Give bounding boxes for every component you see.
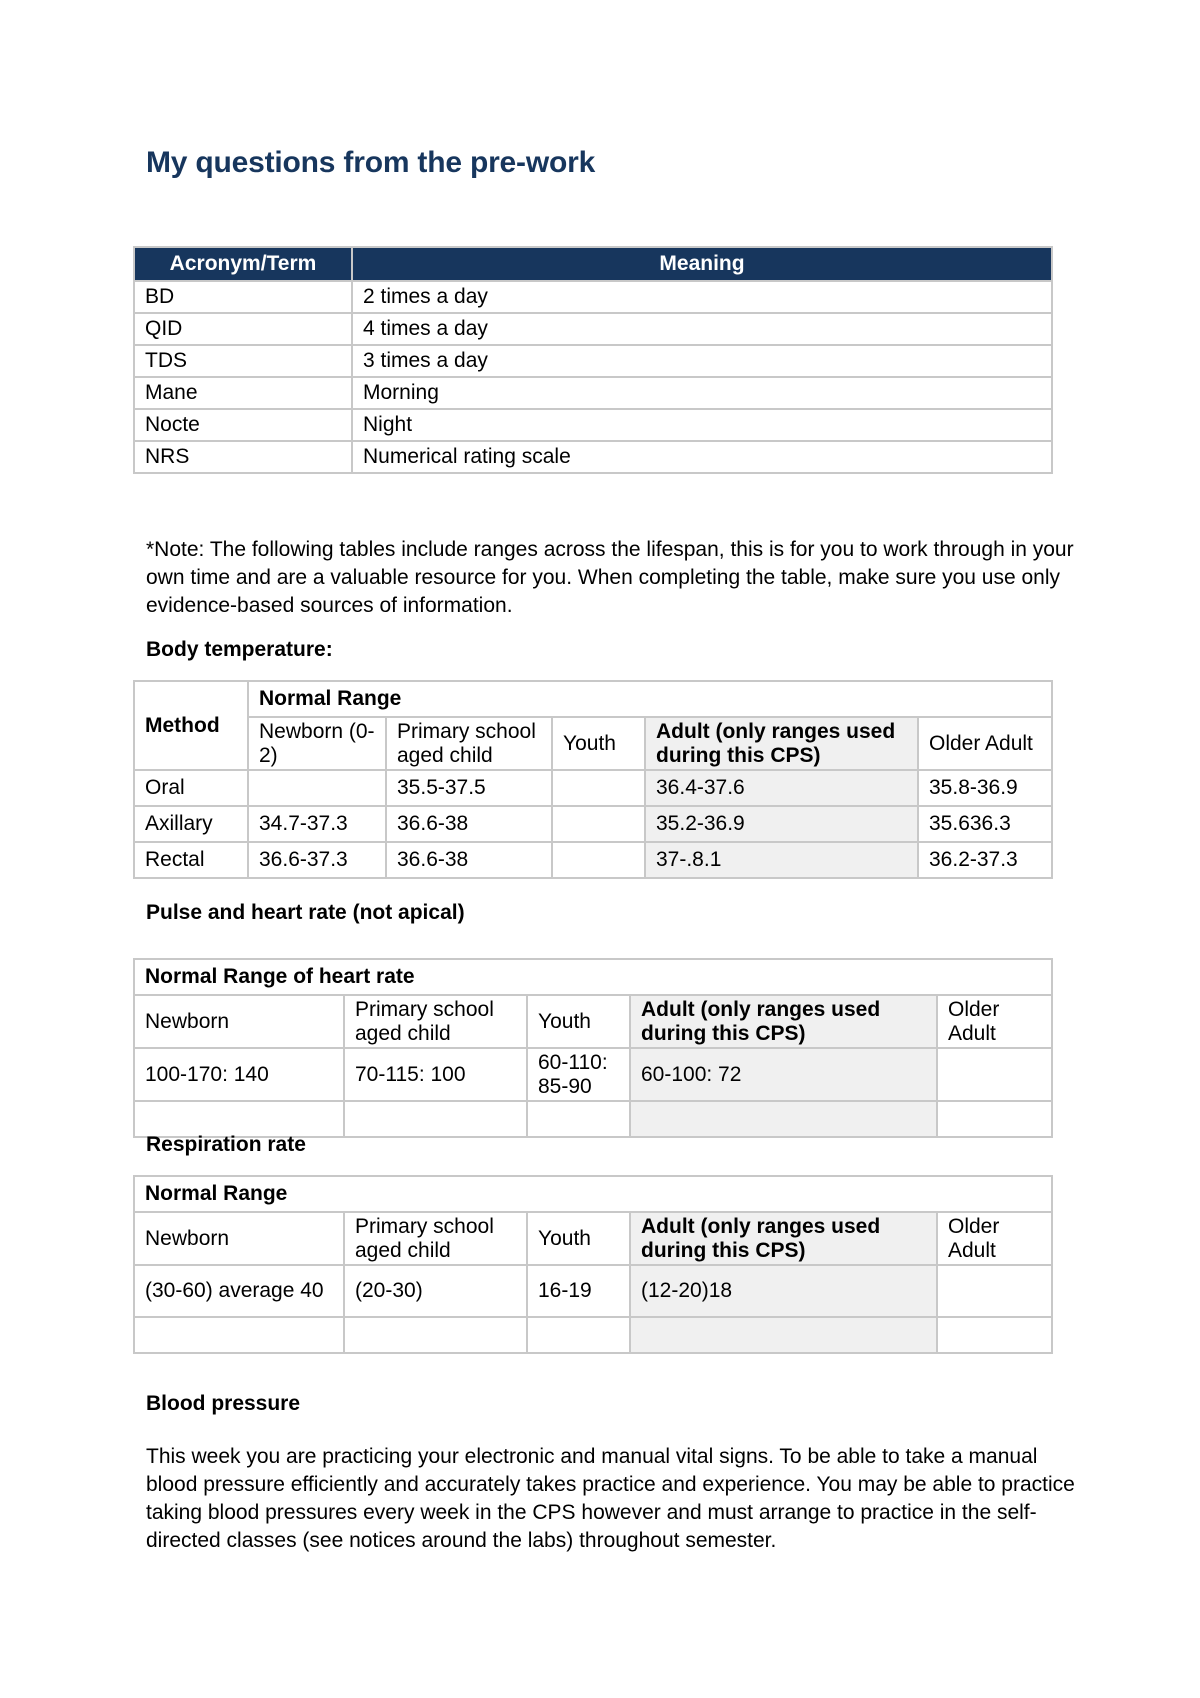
lifespan-note: *Note: The following tables include ranges across the lifespan, this is for you to work through in your own time and are a valuable resource for you. When completing the table, make sure you use only evidence-based sources of information. — [146, 538, 1074, 617]
column-header-youth: Youth — [527, 995, 630, 1048]
empty-cell — [527, 1317, 630, 1353]
normal-range-header: Normal Range of heart rate — [134, 959, 1052, 995]
table-row — [134, 377, 1052, 409]
body-temperature-heading: Body temperature: — [146, 638, 333, 661]
column-header-older-adult: Older Adult — [937, 995, 1052, 1048]
empty-cell — [527, 1101, 630, 1137]
value-cell: 36.6-37.3 — [248, 842, 386, 878]
value-cell: 16-19 — [527, 1265, 630, 1317]
table-header-row — [134, 681, 1052, 717]
column-header-meaning: Meaning — [352, 247, 1052, 281]
body-temperature-table — [133, 680, 1053, 879]
value-cell: 35.636.3 — [918, 806, 1052, 842]
empty-cell — [134, 1317, 344, 1353]
column-header-older-adult: Older Adult — [918, 717, 1052, 770]
empty-cell — [937, 1317, 1052, 1353]
value-cell: 36.2-37.3 — [918, 842, 1052, 878]
empty-cell — [344, 1101, 527, 1137]
acronym-cell: QID — [134, 313, 352, 345]
meaning-cell: Numerical rating scale — [352, 441, 1052, 473]
table-row — [134, 1101, 1052, 1137]
value-cell: 35.8-36.9 — [918, 770, 1052, 806]
table-header-row — [134, 1176, 1052, 1212]
table-row — [134, 806, 1052, 842]
empty-cell — [630, 1317, 937, 1353]
meaning-cell: Morning — [352, 377, 1052, 409]
empty-cell — [344, 1317, 527, 1353]
value-cell: 37-.8.1 — [645, 842, 918, 878]
table-header-row — [134, 959, 1052, 995]
column-header-acronym: Acronym/Term — [134, 247, 352, 281]
heart-rate-table — [133, 958, 1053, 1138]
method-cell: Oral — [134, 770, 248, 806]
acronym-cell: BD — [134, 281, 352, 313]
empty-cell — [937, 1101, 1052, 1137]
column-header-primary-school: Primary school aged child — [344, 1212, 527, 1265]
empty-cell — [630, 1101, 937, 1137]
value-cell: 36.6-38 — [386, 806, 552, 842]
table-row — [134, 281, 1052, 313]
column-header-primary-school: Primary school aged child — [386, 717, 552, 770]
table-row — [134, 842, 1052, 878]
value-cell: (12-20)18 — [630, 1265, 937, 1317]
acronym-cell: Nocte — [134, 409, 352, 441]
value-cell: (20-30) — [344, 1265, 527, 1317]
page-title: My questions from the pre-work — [146, 146, 596, 179]
acronym-cell: NRS — [134, 441, 352, 473]
column-header-newborn: Newborn (0-2) — [248, 717, 386, 770]
blood-pressure-heading: Blood pressure — [146, 1392, 301, 1415]
value-cell: (30-60) average 40 — [134, 1265, 344, 1317]
meaning-cell: 4 times a day — [352, 313, 1052, 345]
table-subheader-row — [134, 995, 1052, 1048]
column-header-youth: Youth — [552, 717, 645, 770]
respiration-rate-table — [133, 1175, 1053, 1354]
blood-pressure-paragraph: This week you are practicing your electronic and manual vital signs. To be able to take a manual blood pressure efficiently and accurately takes practice and experience. You may be able to practice taking blood pressures every week in the CPS however and must arrange to practice in the self-directed classes (see notices around the labs) throughout semester. — [146, 1445, 1075, 1552]
value-cell: 36.6-38 — [386, 842, 552, 878]
meaning-cell: 2 times a day — [352, 281, 1052, 313]
acronym-cell: Mane — [134, 377, 352, 409]
value-cell: 34.7-37.3 — [248, 806, 386, 842]
value-cell: 60-110: 85-90 — [527, 1048, 630, 1101]
table-row — [134, 770, 1052, 806]
method-cell: Axillary — [134, 806, 248, 842]
table-row — [134, 409, 1052, 441]
value-cell: 60-100: 72 — [630, 1048, 937, 1101]
column-header-youth: Youth — [527, 1212, 630, 1265]
value-cell — [552, 770, 645, 806]
table-row — [134, 1265, 1052, 1317]
method-header: Method — [134, 681, 248, 770]
column-header-primary-school: Primary school aged child — [344, 995, 527, 1048]
table-subheader-row — [134, 717, 1052, 770]
table-row — [134, 1317, 1052, 1353]
acronym-table — [133, 246, 1053, 474]
column-header-older-adult: Older Adult — [937, 1212, 1052, 1265]
value-cell — [937, 1265, 1052, 1317]
column-header-newborn: Newborn — [134, 995, 344, 1048]
acronym-cell: TDS — [134, 345, 352, 377]
table-header-row — [134, 247, 1052, 281]
value-cell: 100-170: 140 — [134, 1048, 344, 1101]
value-cell: 35.5-37.5 — [386, 770, 552, 806]
value-cell: 70-115: 100 — [344, 1048, 527, 1101]
value-cell — [248, 770, 386, 806]
method-cell: Rectal — [134, 842, 248, 878]
value-cell — [937, 1048, 1052, 1101]
table-row — [134, 345, 1052, 377]
normal-range-header: Normal Range — [248, 681, 1052, 717]
pulse-heading: Pulse and heart rate (not apical) — [146, 901, 465, 924]
table-row — [134, 313, 1052, 345]
column-header-adult: Adult (only ranges used during this CPS) — [630, 995, 937, 1048]
meaning-cell: 3 times a day — [352, 345, 1052, 377]
table-row — [134, 441, 1052, 473]
meaning-cell: Night — [352, 409, 1052, 441]
table-subheader-row — [134, 1212, 1052, 1265]
value-cell: 36.4-37.6 — [645, 770, 918, 806]
value-cell — [552, 842, 645, 878]
column-header-adult: Adult (only ranges used during this CPS) — [630, 1212, 937, 1265]
empty-cell — [134, 1101, 344, 1137]
respiration-heading: Respiration rate — [146, 1133, 306, 1156]
table-row — [134, 1048, 1052, 1101]
column-header-adult: Adult (only ranges used during this CPS) — [645, 717, 918, 770]
value-cell — [552, 806, 645, 842]
column-header-newborn: Newborn — [134, 1212, 344, 1265]
value-cell: 35.2-36.9 — [645, 806, 918, 842]
normal-range-header: Normal Range — [134, 1176, 1052, 1212]
